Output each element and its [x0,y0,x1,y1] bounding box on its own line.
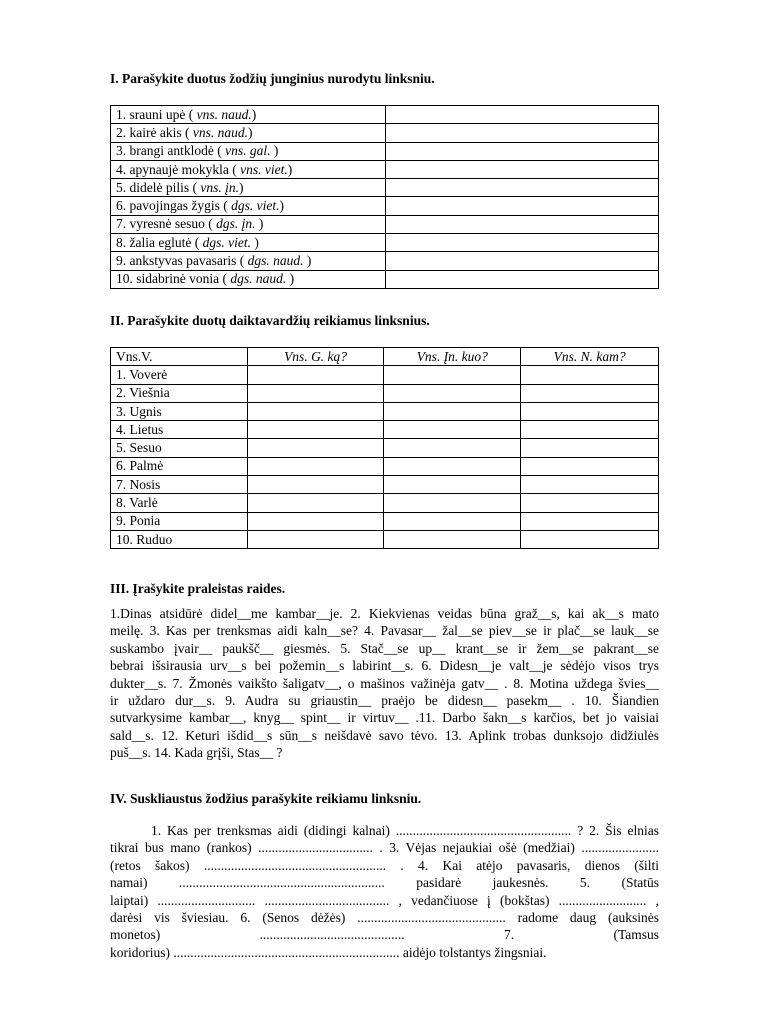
answer-cell[interactable] [385,270,658,288]
noun-row [111,494,659,512]
answer-cell[interactable] [247,530,384,548]
text-line: monetos) ........................................... 7. (Tamsus [110,927,659,943]
section4-title: IV. Suskliaustus žodžius parašykite reikiamu linksniu. [110,791,422,806]
phrase-row [111,160,659,178]
noun-cell: 4. Lietus [111,421,248,439]
noun-cell: 8. Varlė [111,494,248,512]
phrase-cell: 2. kairė akis ( vns. naud.) [111,124,386,142]
answer-cell[interactable] [385,197,658,215]
answer-cell[interactable] [247,457,384,475]
noun-row [111,366,659,384]
answer-cell[interactable] [521,476,659,494]
answer-cell[interactable] [384,530,521,548]
answer-cell[interactable] [384,384,521,402]
answer-cell[interactable] [384,494,521,512]
noun-row [111,439,659,457]
text-line: koridorius) ................................................................... aidėjo tolstantys žingsniai. [110,944,547,960]
text-line: bebrai išsirausia urv__s bei požemin__s labirint__s. 6. Didesn__je valt__je sėdėjo visos trys [110,658,659,674]
answer-cell[interactable] [521,457,659,475]
header-vns-g: Vns. G. ką? [247,348,384,366]
phrase-row [111,215,659,233]
answer-cell[interactable] [521,530,659,548]
text-line: 1. Kas per trenksmas aidi (didingi kalnai) .................................................... ? 2. Šis elnias [151,823,659,838]
answer-cell[interactable] [385,106,658,124]
text-line: dukter__s. 7. Žmonės vaikšto šaligatv__, o mašinos važinėja gatv__ . 8. Motina uždega švies__ [110,675,659,691]
answer-cell[interactable] [247,421,384,439]
answer-cell[interactable] [385,142,658,160]
text-line: sald__s. 12. Keturi išdid__s sūn__s neišdavė savo tėvo. 13. Aplink trobas dunksojo didžiulės [110,727,659,743]
phrase-table [110,105,659,289]
phrase-cell: 10. sidabrinė vonia ( dgs. naud. ) [111,270,386,288]
phrase-row [111,179,659,197]
noun-row [111,476,659,494]
noun-cell: 6. Palmė [111,457,248,475]
noun-case-table [110,347,659,549]
noun-case-header-row [111,348,659,366]
answer-cell[interactable] [247,366,384,384]
header-vns-v: Vns.V. [111,348,248,366]
declension-paragraph [110,822,659,961]
noun-cell: 1. Voverė [111,366,248,384]
phrase-cell: 1. srauni upė ( vns. naud.) [111,106,386,124]
noun-cell: 7. Nosis [111,476,248,494]
phrase-cell: 8. žalia eglutė ( dgs. viet. ) [111,234,386,252]
answer-cell[interactable] [521,421,659,439]
answer-cell[interactable] [385,252,658,270]
answer-cell[interactable] [385,215,658,233]
text-line: 1.Dinas atsidūrė didel__me kambar__je. 2. Kiekvienas veidas būna graž__s, kai ak__s mato [110,606,659,621]
answer-cell[interactable] [384,512,521,530]
answer-cell[interactable] [385,160,658,178]
text-line: ir uždaro dur__s. 9. Audra su griaustin__ praėjo be didesn__ pasekm__ . 10. Šiandien [110,692,659,708]
answer-cell[interactable] [521,494,659,512]
noun-cell: 10. Ruduo [111,530,248,548]
phrase-cell: 3. brangi antklodė ( vns. gal. ) [111,142,386,160]
noun-cell: 9. Ponia [111,512,248,530]
text-line: tikrai bus mano (rankos) .................................. . 3. Vėjas nejaukiai ošė (medžiai) ....................... [110,840,659,856]
noun-cell: 3. Ugnis [111,402,248,420]
noun-row [111,530,659,548]
section2-title: II. Parašykite duotų daiktavardžių reikiamus linksnius. [110,313,430,328]
text-line: (retos šakos) ...................................................... . 4. Kai atėjo pavasaris, dienos (šilti [110,857,659,873]
answer-cell[interactable] [384,402,521,420]
phrase-cell: 5. didelė pilis ( vns. įn.) [111,179,386,197]
phrase-row [111,142,659,160]
fill-letters-paragraph [110,605,659,762]
text-line: suskambo įvair__ paukšč__ giesmės. 5. Stač__se up__ krant__se ir žem__se pakrant__se [110,640,659,656]
phrase-cell: 9. ankstyvas pavasaris ( dgs. naud. ) [111,252,386,270]
answer-cell[interactable] [385,179,658,197]
answer-cell[interactable] [521,384,659,402]
phrase-row [111,197,659,215]
phrase-cell: 4. apynaujė mokykla ( vns. viet.) [111,160,386,178]
text-line: meilę. 3. Kas per trenksmas aidi kaln__se? 4. Pavasar__ žal__se piev__se ir plač__se lauk__se [110,623,659,639]
phrase-row [111,270,659,288]
answer-cell[interactable] [384,439,521,457]
noun-row [111,512,659,530]
answer-cell[interactable] [385,234,658,252]
text-line: darėsi vis šviesiau. 6. (Senos dėžės) ............................................ radome daug (auksinės [110,909,659,925]
answer-cell[interactable] [521,366,659,384]
answer-cell[interactable] [384,366,521,384]
answer-cell[interactable] [247,439,384,457]
noun-row [111,457,659,475]
answer-cell[interactable] [521,439,659,457]
answer-cell[interactable] [247,384,384,402]
answer-cell[interactable] [384,421,521,439]
phrase-row [111,124,659,142]
answer-cell[interactable] [247,494,384,512]
phrase-cell: 7. vyresnė sesuo ( dgs. įn. ) [111,215,386,233]
answer-cell[interactable] [384,476,521,494]
answer-cell[interactable] [521,512,659,530]
answer-cell[interactable] [521,402,659,420]
answer-cell[interactable] [247,402,384,420]
phrase-row [111,252,659,270]
noun-cell: 5. Sesuo [111,439,248,457]
phrase-row [111,234,659,252]
section1-title: I. Parašykite duotus žodžių junginius nurodytu linksniu. [110,71,435,86]
answer-cell[interactable] [247,512,384,530]
answer-cell[interactable] [385,124,658,142]
text-line: namai) ............................................................. pasidarė jaukesnės. 5. (Statūs [110,875,659,891]
phrase-row [111,106,659,124]
text-line: laiptai) ............................. ..................................... , vedančiuose į (bokštas) .......................... , [110,892,659,908]
phrase-cell: 6. pavojingas žygis ( dgs. viet.) [111,197,386,215]
noun-row [111,384,659,402]
text-line: sutvarkysime kambar__, knyg__ spint__ ir virtuv__ .11. Darbo šakn__s karčios, bet jo vaisiai [110,710,659,726]
section3-title: III. Įrašykite praleistas raides. [110,581,286,596]
header-vns-in: Vns. Įn. kuo? [384,348,521,366]
noun-cell: 2. Viešnia [111,384,248,402]
answer-cell[interactable] [384,457,521,475]
noun-row [111,402,659,420]
header-vns-n: Vns. N. kam? [521,348,659,366]
answer-cell[interactable] [247,476,384,494]
text-line: puš__s. 14. Kada grįši, Stas__ ? [110,745,283,761]
noun-row [111,421,659,439]
